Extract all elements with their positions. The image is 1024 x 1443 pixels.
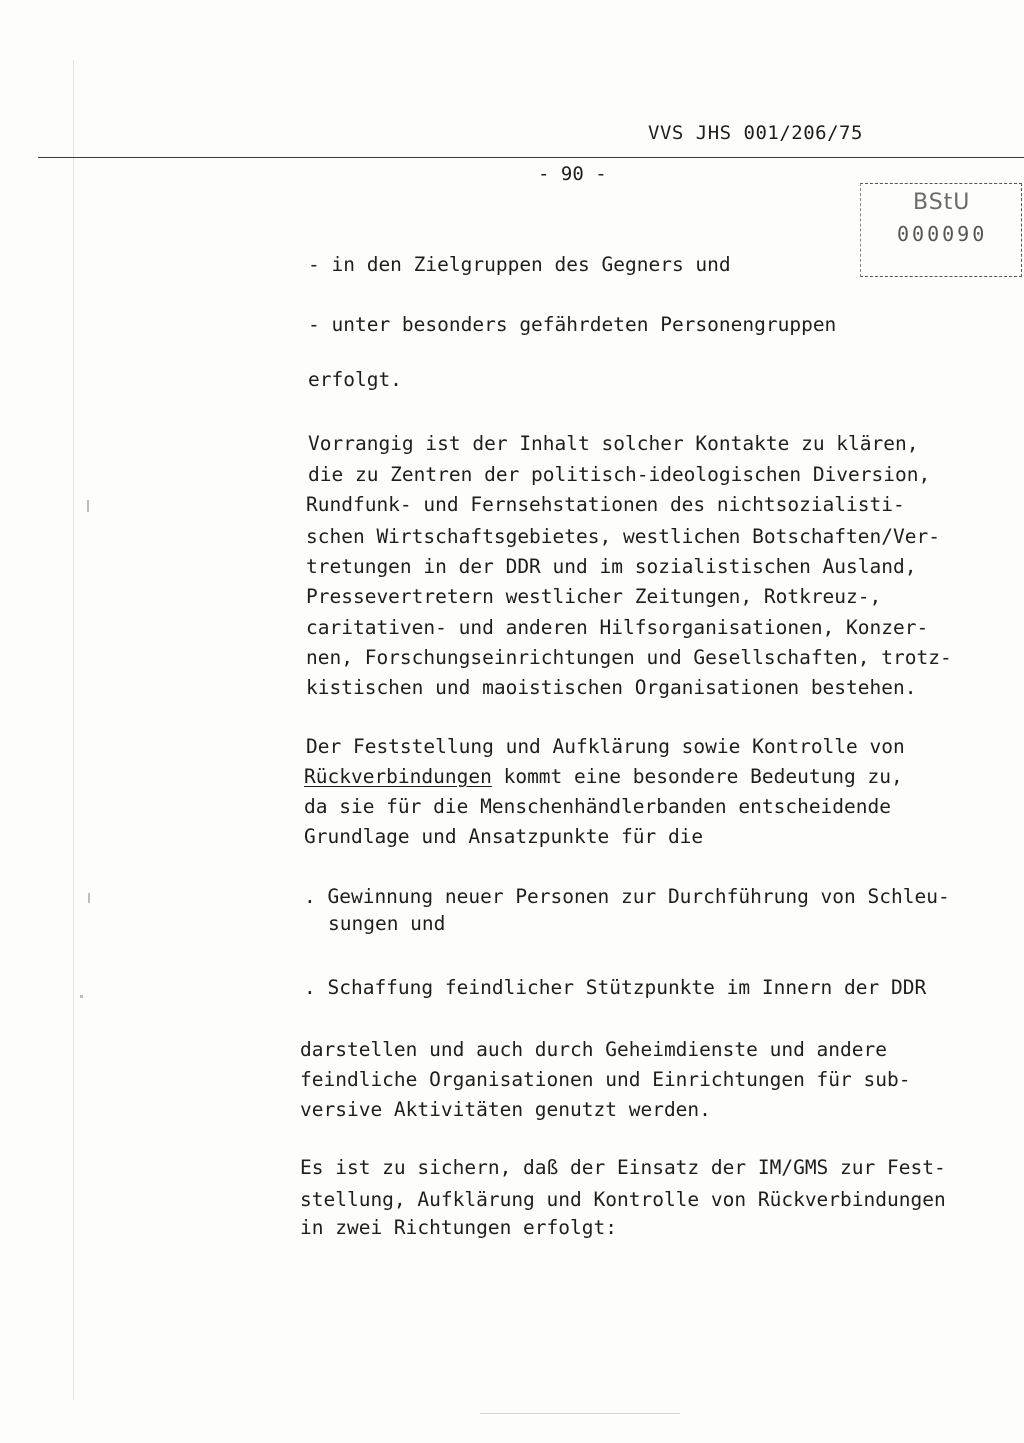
text-line: feindliche Organisationen und Einrichtungen für sub- bbox=[300, 1068, 911, 1091]
text-line: - unter besonders gefährdeten Personengruppen bbox=[308, 313, 837, 336]
scan-mark bbox=[480, 1413, 680, 1414]
text-line bbox=[304, 767, 903, 787]
text-line: Vorrangig ist der Inhalt solcher Kontakte zu klären, bbox=[308, 432, 919, 455]
scan-mark bbox=[87, 500, 89, 512]
stamp-number: 000090 bbox=[897, 222, 988, 246]
text-line: nen, Forschungseinrichtungen und Gesellschaften, trotz- bbox=[306, 646, 952, 669]
text-line: sungen und bbox=[328, 912, 446, 935]
scan-mark bbox=[73, 60, 74, 1400]
text-line: Es ist zu sichern, daß der Einsatz der IM/GMS zur Fest- bbox=[300, 1156, 946, 1179]
text-line: in zwei Richtungen erfolgt: bbox=[300, 1216, 617, 1239]
text-segment: kommt eine besondere Bedeutung zu, bbox=[491, 765, 903, 788]
text-line: kistischen und maoistischen Organisationen bestehen. bbox=[306, 676, 917, 699]
page-number: - 90 - bbox=[538, 163, 607, 185]
text-line: darstellen und auch durch Geheimdienste und andere bbox=[300, 1038, 887, 1061]
text-line: caritativen- und anderen Hilfsorganisationen, Konzer- bbox=[306, 616, 929, 639]
text-line: stellung, Aufklärung und Kontrolle von Rückverbindungen bbox=[300, 1188, 946, 1211]
archive-stamp bbox=[860, 183, 1022, 277]
scan-mark bbox=[88, 893, 90, 903]
header-rule bbox=[38, 157, 1024, 158]
underlined-term: Rückverbindungen bbox=[304, 765, 492, 788]
text-line: die zu Zentren der politisch-ideologischen Diversion, bbox=[308, 463, 931, 486]
text-line: da sie für die Menschenhändlerbanden entscheidende bbox=[304, 795, 891, 818]
text-line: schen Wirtschaftsgebietes, westlichen Botschaften/Ver- bbox=[306, 525, 940, 548]
text-line: Grundlage und Ansatzpunkte für die bbox=[304, 825, 704, 848]
scan-mark bbox=[80, 995, 83, 998]
bullet-item: . Schaffung feindlicher Stützpunkte im Innern der DDR bbox=[304, 976, 927, 999]
bullet-item: . Gewinnung neuer Personen zur Durchführung von Schleu- bbox=[304, 885, 950, 908]
text-line: Pressevertretern westlicher Zeitungen, Rotkreuz-, bbox=[306, 585, 882, 608]
text-line: tretungen in der DDR und im sozialistischen Ausland, bbox=[306, 555, 917, 578]
document-reference: VVS JHS 001/206/75 bbox=[648, 122, 863, 144]
stamp-label: BStU bbox=[913, 190, 971, 215]
text-line: versive Aktivitäten genutzt werden. bbox=[300, 1098, 711, 1121]
text-line: erfolgt. bbox=[308, 368, 402, 391]
text-line: Rundfunk- und Fernsehstationen des nichtsozialisti- bbox=[306, 493, 905, 516]
text-line: Der Feststellung und Aufklärung sowie Kontrolle von bbox=[306, 735, 905, 758]
text-line: - in den Zielgruppen des Gegners und bbox=[308, 253, 731, 276]
